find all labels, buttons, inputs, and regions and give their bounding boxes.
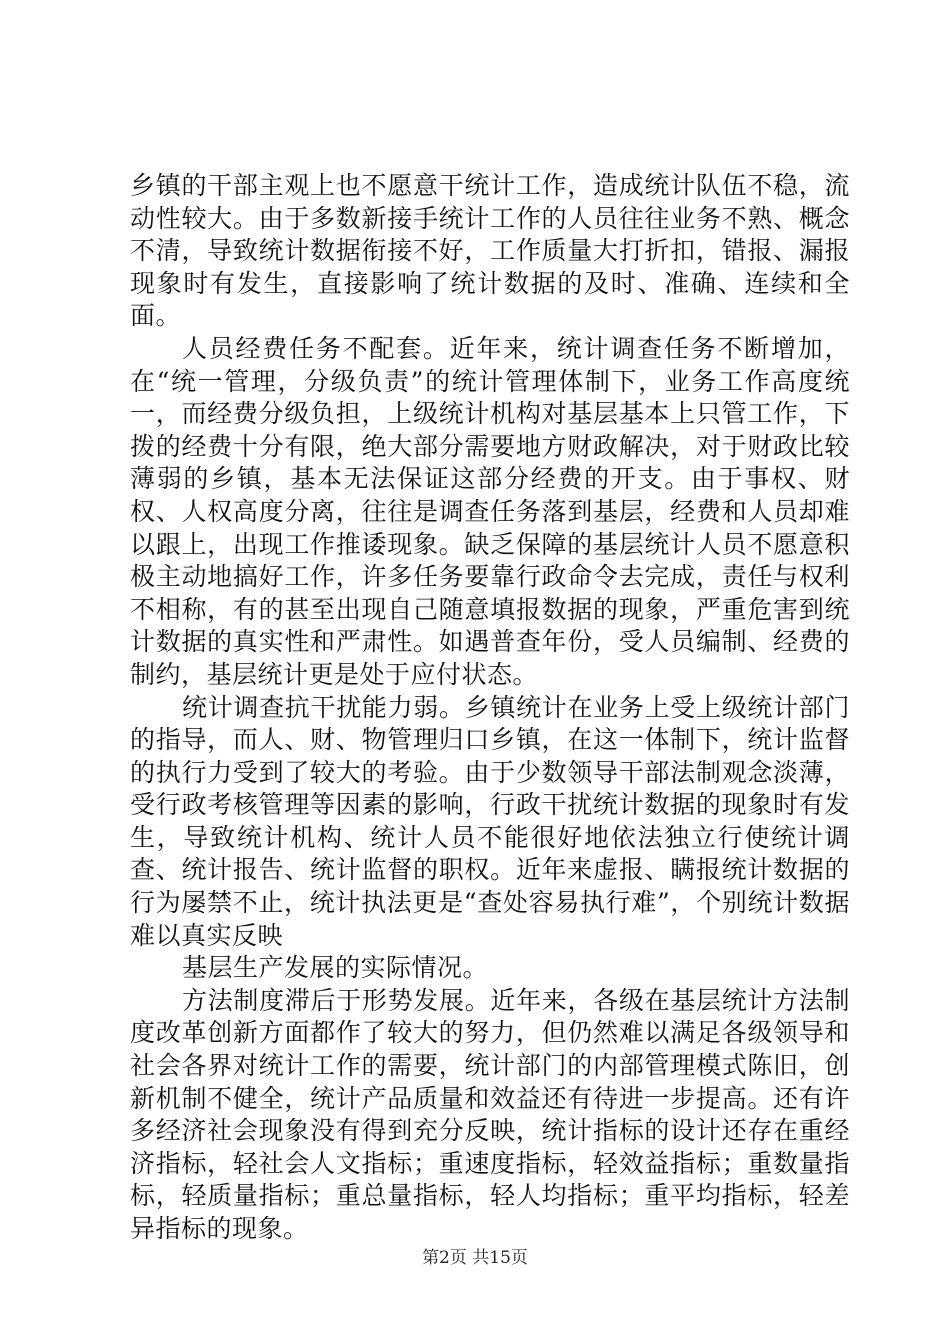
paragraph-5: 方法制度滞后于形势发展。近年来，各级在基层统计方法制度改革创新方面都作了较大的努力，但仍然难以满足各级领导和社会各界对统计工作的需要，统计部门的内部管理模式陈旧，创新机制不健全，统计产品质量和效益还有待进一步提高。还有许多经济社会现象没有得到充分反映，统计指标的设计还存在重经济指标，轻社会人文指标；重速度指标，轻效益指标；重数量指标，轻质量指标；重总量指标，轻人均指标；重平均指标，轻差异指标的现象。	[130, 985, 850, 1243]
paragraph-1: 乡镇的干部主观上也不愿意干统计工作，造成统计队伍不稳，流动性较大。由于多数新接手统计工作的人员往往业务不熟、概念不清，导致统计数据衔接不好，工作质量大打折扣，错报、漏报现象时有发生，直接影响了统计数据的及时、准确、连续和全面。	[130, 171, 850, 331]
page-number-footer: 第2页 共15页	[422, 1248, 528, 1268]
paragraph-3: 统计调查抗干扰能力弱。乡镇统计在业务上受上级统计部门的指导，而人、财、物管理归口乡镇，在这一体制下，统计监督的执行力受到了较大的考验。由于少数领导干部法制观念淡薄，受行政考核管理等因素的影响，行政干扰统计数据的现象时有发生，导致统计机构、统计人员不能很好地依法独立行使统计调查、统计报告、统计监督的职权。近年来虚报、瞒报统计数据的行为屡禁不止，统计执法更是“查处容易执行难”，个别统计数据难以真实反映	[130, 692, 850, 950]
paragraph-2: 人员经费任务不配套。近年来，统计调查任务不断增加，在“统一管理，分级负责”的统计管理体制下，业务工作高度统一，而经费分级负担，上级统计机构对基层基本上只管工作，下拨的经费十分有限，绝大部分需要地方财政解决，对于财政比较薄弱的乡镇，基本无法保证这部分经费的开支。由于事权、财权、人权高度分离，往往是调查任务落到基层，经费和人员却难以跟上，出现工作推诿现象。缺乏保障的基层统计人员不愿意积极主动地搞好工作，许多任务要靠行政命令去完成，责任与权利不相称，有的甚至出现自己随意填报数据的现象，严重危害到统计数据的真实性和严肃性。如遇普查年份，受人员编制、经费的制约，基层统计更是处于应付状态。	[130, 333, 850, 689]
paragraph-4: 基层生产发展的实际情况。	[182, 953, 489, 983]
document-body	[130, 170, 850, 1246]
